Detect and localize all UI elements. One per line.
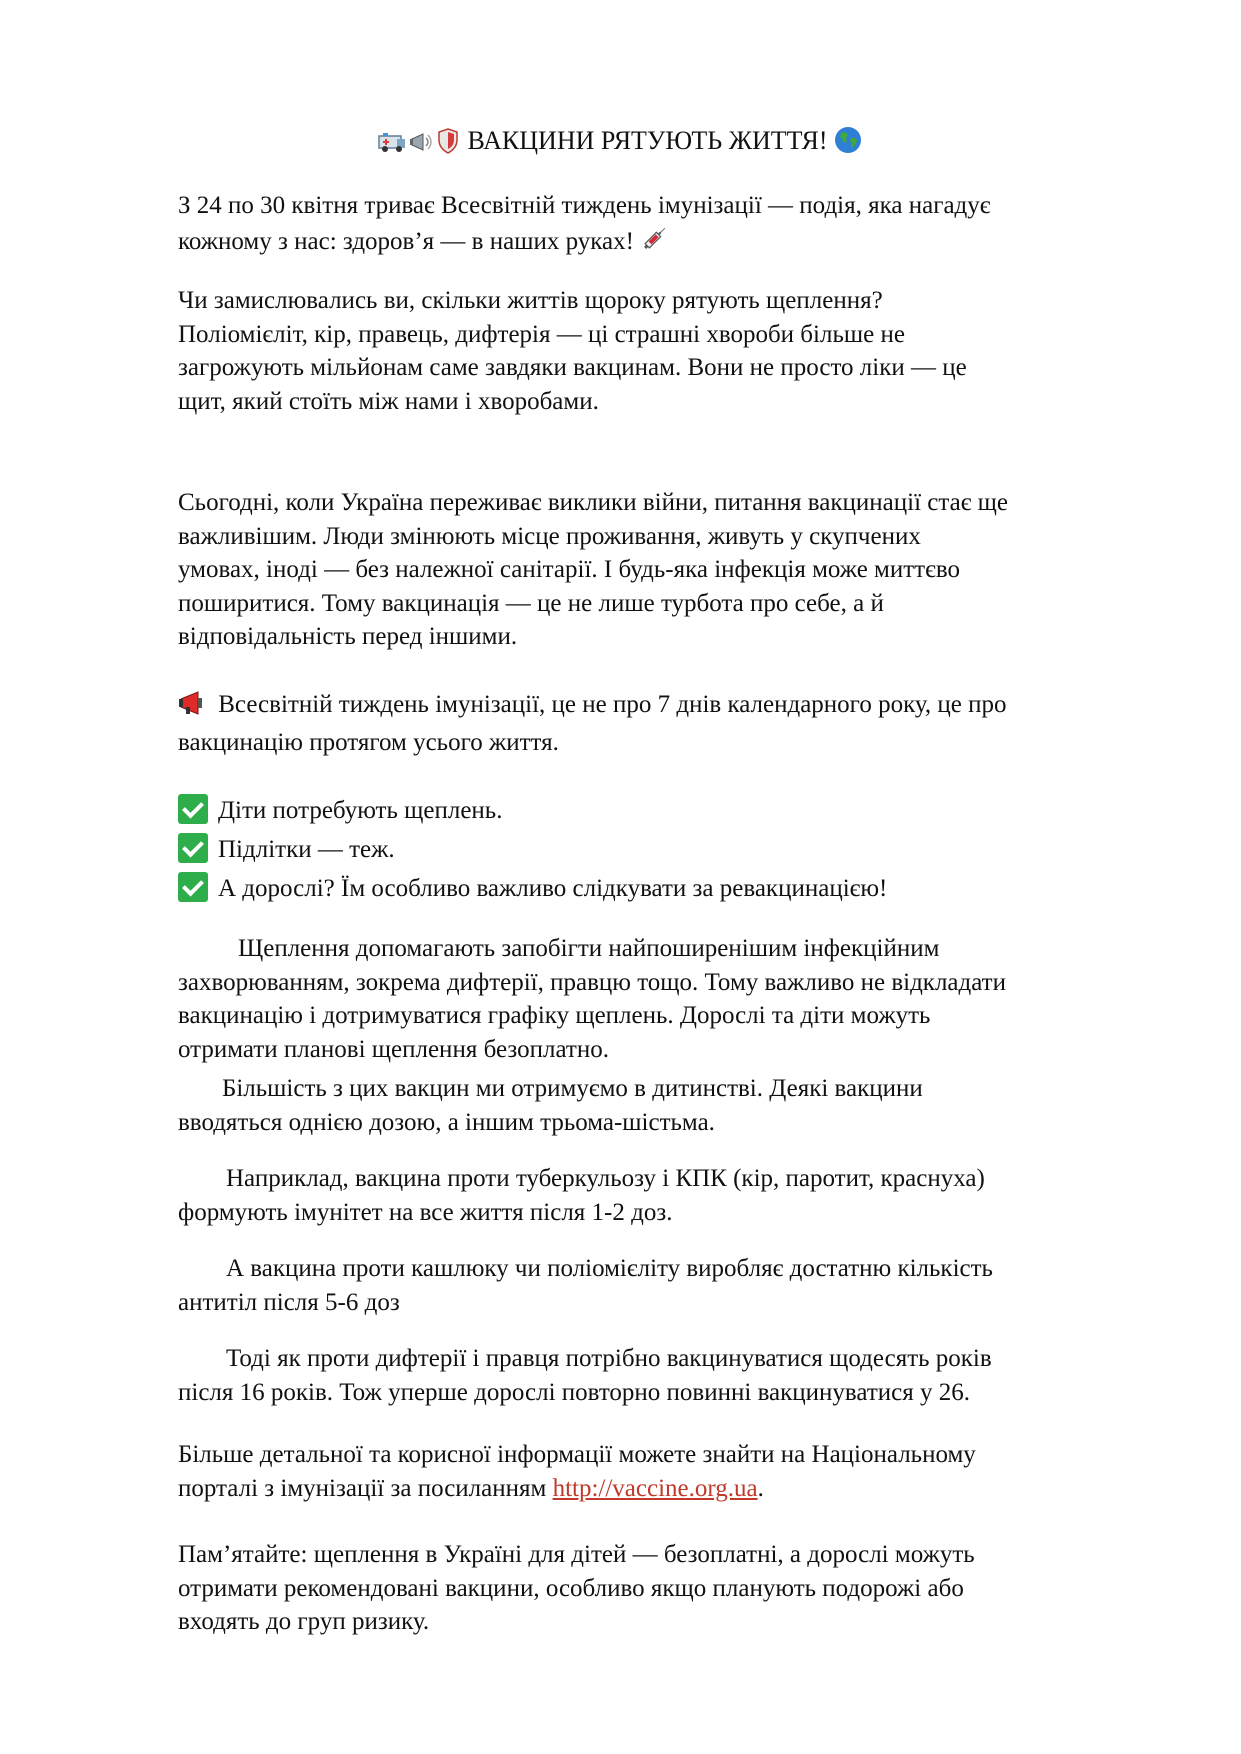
text-line: щит, який стоїть між нами і хворобами. <box>178 387 599 415</box>
text-line: Чи замислювались ви, скільки життів щороку рятують щеплення? <box>178 287 883 314</box>
paragraph <box>178 1162 1168 1229</box>
text-line: відповідальність перед іншими. <box>178 623 518 650</box>
paragraph <box>178 1438 1168 1505</box>
shield-icon <box>437 128 459 163</box>
list-item-label: Підлітки — теж. <box>218 836 395 863</box>
paragraph <box>178 1342 1168 1409</box>
text-line: важливішим. Люди змінюють місце проживання, живуть у скупчених <box>178 522 921 550</box>
page-title <box>0 124 1241 163</box>
text-line <box>178 688 1168 726</box>
paragraph <box>178 1538 1168 1639</box>
text-line: Поліомієліт, кір, правець, дифтерія — ці страшні хвороби більше не <box>178 320 905 348</box>
text-line-part: . <box>757 1474 764 1502</box>
text-line: Наприклад, вакцина проти туберкульозу і КПК (кір, паротит, краснуха) <box>226 1165 985 1192</box>
text-line: Пам’ятайте: щеплення в Україні для дітей — безоплатні, а дорослі можуть <box>178 1541 975 1568</box>
text-line: формують імунітет на все життя після 1-2 доз. <box>178 1198 673 1226</box>
loudspeaker-icon <box>178 690 212 726</box>
text-line: загрожують мільйонам саме завдяки вакцинам. Вони не просто ліки — це <box>178 354 967 381</box>
text-line: А вакцина проти кашлюку чи поліомієліту виробляє достатню кількість <box>226 1255 993 1282</box>
text-line: захворюванням, зокрема дифтерії, правцю тощо. Тому важливо не відкладати <box>178 968 1006 996</box>
syringe-icon <box>640 223 670 263</box>
paragraph <box>178 932 1168 1066</box>
paragraph <box>178 688 1168 759</box>
ambulance-icon <box>377 129 407 163</box>
check-mark-icon <box>178 833 208 863</box>
paragraph <box>178 1072 1168 1139</box>
text-line-part: кожному з нас: здоров’я — в наших руках! <box>178 227 634 255</box>
checklist <box>178 791 1168 908</box>
text-line: Більшість з цих вакцин ми отримуємо в дитинстві. Деякі вакцини <box>222 1075 923 1102</box>
text-line: Більше детальної та корисної інформації можете знайти на Національному <box>178 1441 976 1468</box>
text-line: умовах, іноді — без належної санітарії. І будь-яка інфекція може миттєво <box>178 556 960 583</box>
title-text: ВАКЦИНИ РЯТУЮТЬ ЖИТТЯ! <box>467 126 828 155</box>
globe-icon <box>834 126 862 163</box>
paragraph <box>178 1252 1168 1319</box>
text-line: вводяться однією дозою, а іншим трьома-шістьма. <box>178 1108 715 1136</box>
text-line: антитіл після 5-6 доз <box>178 1288 400 1316</box>
text-line: З 24 по 30 квітня триває Всесвітній тиждень імунізації — подія, яка нагадує <box>178 192 991 219</box>
vaccine-portal-link[interactable]: http://vaccine.org.ua <box>552 1474 758 1502</box>
intro-paragraph <box>178 189 1168 262</box>
list-item-label: Діти потребують щеплень. <box>218 797 503 824</box>
list-item <box>178 830 1168 869</box>
text-line-part: порталі з імунізації за посиланням <box>178 1474 553 1502</box>
text-line: Сьогодні, коли Україна переживає виклики війни, питання вакцинації стає ще <box>178 489 1009 516</box>
text-line <box>178 223 1168 263</box>
paragraph <box>178 486 1168 654</box>
text-line-part: Всесвітній тиждень імунізації, це не про 7 днів календарного року, це про <box>218 691 1007 718</box>
text-line: вакцинацію протягом усього життя. <box>178 728 559 756</box>
text-line: вакцинацію і дотримуватися графіку щеплень. Дорослі та діти можуть <box>178 1002 931 1029</box>
list-item-label: А дорослі? Їм особливо важливо слідкувати за ревакцинацією! <box>218 875 888 902</box>
text-line: Тоді як проти дифтерії і правця потрібно вакцинуватися щодесять років <box>226 1345 992 1372</box>
text-line: поширитися. Тому вакцинація — це не лише турбота про себе, а й <box>178 589 884 617</box>
list-item <box>178 791 1168 830</box>
megaphone-icon <box>409 129 435 163</box>
text-line <box>178 1472 1168 1506</box>
text-line: після 16 років. Тож уперше дорослі повторно повинні вакцинуватися у 26. <box>178 1378 970 1406</box>
list-item <box>178 869 1168 908</box>
text-line: входять до груп ризику. <box>178 1608 430 1635</box>
check-mark-icon <box>178 872 208 902</box>
text-line: Щеплення допомагають запобігти найпоширенішим інфекційним <box>238 935 940 962</box>
text-line: отримати планові щеплення безоплатно. <box>178 1035 609 1063</box>
text-line: отримати рекомендовані вакцини, особливо якщо планують подорожі або <box>178 1574 964 1602</box>
check-mark-icon <box>178 794 208 824</box>
paragraph <box>178 284 1168 418</box>
